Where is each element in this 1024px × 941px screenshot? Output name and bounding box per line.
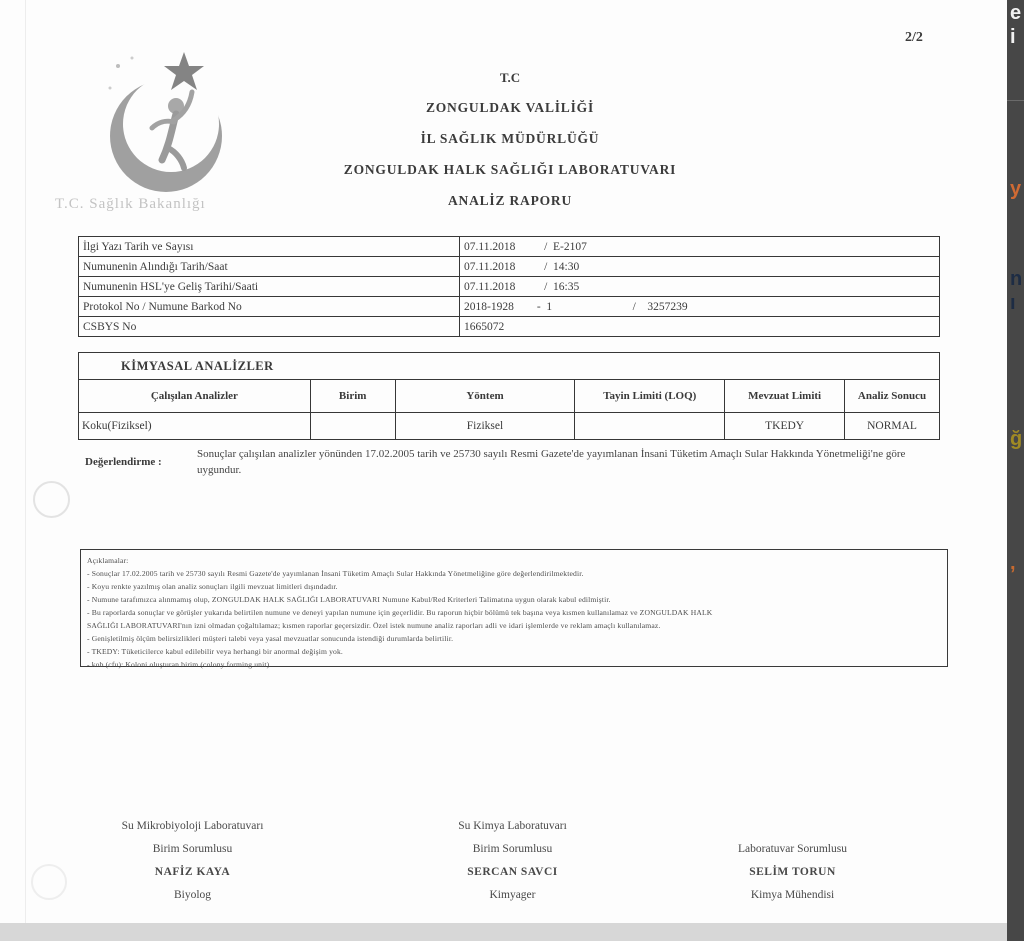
edge-letter-fragment: i bbox=[1010, 26, 1016, 48]
column-header: Tayin Limiti (LOQ) bbox=[575, 380, 725, 413]
cropped-window-edge bbox=[1007, 0, 1024, 941]
note-line: - Numune tarafımızca alınmamış olup, ZONGULDAK HALK SAĞLIĞI LABORATUVARI Numune Kabul/Red Kriterleri Talimatına uygun olarak kabul edilmiştir. bbox=[87, 595, 611, 604]
edge-letter-fragment: , bbox=[1010, 552, 1016, 574]
notes-box bbox=[80, 549, 948, 667]
analysis-unit bbox=[310, 413, 395, 440]
punch-hole bbox=[31, 864, 67, 900]
edge-letter-fragment: n bbox=[1010, 268, 1023, 290]
table-header-row bbox=[79, 380, 940, 413]
signature-role: Birim Sorumlusu bbox=[472, 843, 553, 855]
edge-letter-fragment: ı bbox=[1010, 292, 1016, 314]
signature-block-lab-manager bbox=[675, 843, 910, 912]
signature-block-microbiology bbox=[75, 820, 310, 912]
info-value: 07.11.2018 / 16:35 bbox=[460, 277, 940, 297]
regulation-limit: TKEDY bbox=[725, 413, 845, 440]
column-header: Yöntem bbox=[395, 380, 575, 413]
scan-bottom-edge bbox=[0, 923, 1007, 941]
note-line: - TKEDY: Tüketicilerce kabul edilebilir veya herhangi bir anormal değişim yok. bbox=[87, 647, 343, 656]
table-row bbox=[79, 277, 940, 297]
signature-role: Birim Sorumlusu bbox=[152, 843, 233, 855]
info-label: CSBYS No bbox=[79, 317, 460, 337]
signature-title: Kimya Mühendisi bbox=[750, 889, 835, 901]
header-valilik: ZONGULDAK VALİLİĞİ bbox=[425, 100, 595, 115]
notes-title: Açıklamalar: bbox=[87, 556, 129, 565]
info-label: Numunenin HSL'ye Geliş Tarihi/Saati bbox=[79, 277, 460, 297]
signature-title: Biyolog bbox=[173, 889, 212, 901]
info-label: Numunenin Alındığı Tarih/Saat bbox=[79, 257, 460, 277]
report-title: ANALİZ RAPORU bbox=[447, 193, 573, 208]
note-line: - Bu raporlarda sonuçlar ve görüşler yukarıda belirtilen numune ve deneyi yapılan numune için geçerlidir. Bu raporun hiçbir bölümü tek başına veya kısmen kullanılamaz ve ZONGULDAK HALK bbox=[87, 608, 713, 617]
info-value: 2018-1928 - 1 / 3257239 bbox=[460, 297, 940, 317]
info-value: 07.11.2018 / 14:30 bbox=[460, 257, 940, 277]
sample-info-table bbox=[78, 236, 940, 337]
signature-block-chemistry bbox=[395, 820, 630, 912]
column-header: Mevzuat Limiti bbox=[725, 380, 845, 413]
analysis-name: Koku(Fiziksel) bbox=[79, 413, 311, 440]
evaluation-text: Sonuçlar çalışılan analizler yönünden 17.02.2005 tarih ve 25730 sayılı Resmi Gazete'de yayımlanan İnsani Tüketim Amaçlı Sular Hakkında Yönetmeliği'ne göre uygundur. bbox=[197, 448, 906, 476]
signature-name: NAFİZ KAYA bbox=[154, 866, 231, 878]
header-laboratuvar: ZONGULDAK HALK SAĞLIĞI LABORATUVARI bbox=[343, 162, 677, 177]
table-row bbox=[79, 317, 940, 337]
section-title-row bbox=[79, 353, 940, 380]
column-header: Çalışılan Analizler bbox=[79, 380, 311, 413]
section-title: KİMYASAL ANALİZLER bbox=[79, 353, 940, 380]
info-label: Protokol No / Numune Barkod No bbox=[79, 297, 460, 317]
note-line: - Koyu renkte yazılmış olan analiz sonuçları ilgili mevzuat limitleri dışındadır. bbox=[87, 582, 338, 591]
note-line: - Sonuçlar 17.02.2005 tarih ve 25730 sayılı Resmi Gazete'de yayımlanan İnsani Tüketim Amaçlı Sular Hakkında Yönetmeliğine göre değerlendirilmektedir. bbox=[87, 569, 584, 578]
signature-role: Laboratuvar Sorumlusu bbox=[738, 843, 847, 855]
info-label: İlgi Yazı Tarih ve Sayısı bbox=[79, 237, 460, 257]
analysis-loq bbox=[575, 413, 725, 440]
evaluation-label: Değerlendirme : bbox=[85, 456, 162, 468]
chemical-analyses-section bbox=[78, 352, 940, 440]
header-tc: T.C bbox=[499, 70, 521, 85]
edge-divider bbox=[1007, 100, 1024, 101]
signature-name: SELİM TORUN bbox=[749, 866, 836, 878]
signature-unit: Su Mikrobiyoloji Laboratuvarı bbox=[121, 820, 264, 832]
note-line: - kob (cfu): Koloni oluşturan birim (colony forming unit) bbox=[87, 660, 270, 669]
signature-unit: Su Kimya Laboratuvarı bbox=[458, 820, 567, 832]
report-header bbox=[150, 70, 870, 224]
edge-letter-fragment: y bbox=[1010, 178, 1022, 200]
analysis-method: Fiziksel bbox=[395, 413, 575, 440]
column-header: Birim bbox=[310, 380, 395, 413]
table-row bbox=[79, 413, 940, 440]
evaluation-section bbox=[85, 446, 941, 478]
logo-caption: T.C. Sağlık Bakanlığı bbox=[55, 196, 206, 212]
scan-edge-line bbox=[25, 0, 26, 925]
edge-letter-fragment: e bbox=[1010, 2, 1022, 24]
note-line: - Genişletilmiş ölçüm belirsizlikleri müşteri talebi veya yasal mevzuatlar sonucunda istendiği durumlarda belirtilir. bbox=[87, 634, 454, 643]
table-row bbox=[79, 237, 940, 257]
punch-hole bbox=[33, 481, 70, 518]
table-row bbox=[79, 257, 940, 277]
table-row bbox=[79, 297, 940, 317]
note-line: SAĞLIĞI LABORATUVARI'nın izni olmadan çoğaltılamaz; kısmen raporlar geçersizdir. Özel istek numune analiz raporları adli ve idari işlemlerde ve reklam amaçlı kullanılamaz. bbox=[87, 621, 661, 630]
page-number: 2/2 bbox=[905, 30, 923, 45]
info-value: 07.11.2018 / E-2107 bbox=[460, 237, 940, 257]
signature-title: Kimyager bbox=[489, 889, 536, 901]
column-header: Analiz Sonucu bbox=[845, 380, 940, 413]
edge-letter-fragment: ğ bbox=[1010, 428, 1023, 450]
analysis-result: NORMAL bbox=[845, 413, 940, 440]
header-mudurluk: İL SAĞLIK MÜDÜRLÜĞÜ bbox=[420, 131, 600, 146]
signature-name: SERCAN SAVCI bbox=[467, 866, 558, 878]
info-value: 1665072 bbox=[460, 317, 940, 337]
